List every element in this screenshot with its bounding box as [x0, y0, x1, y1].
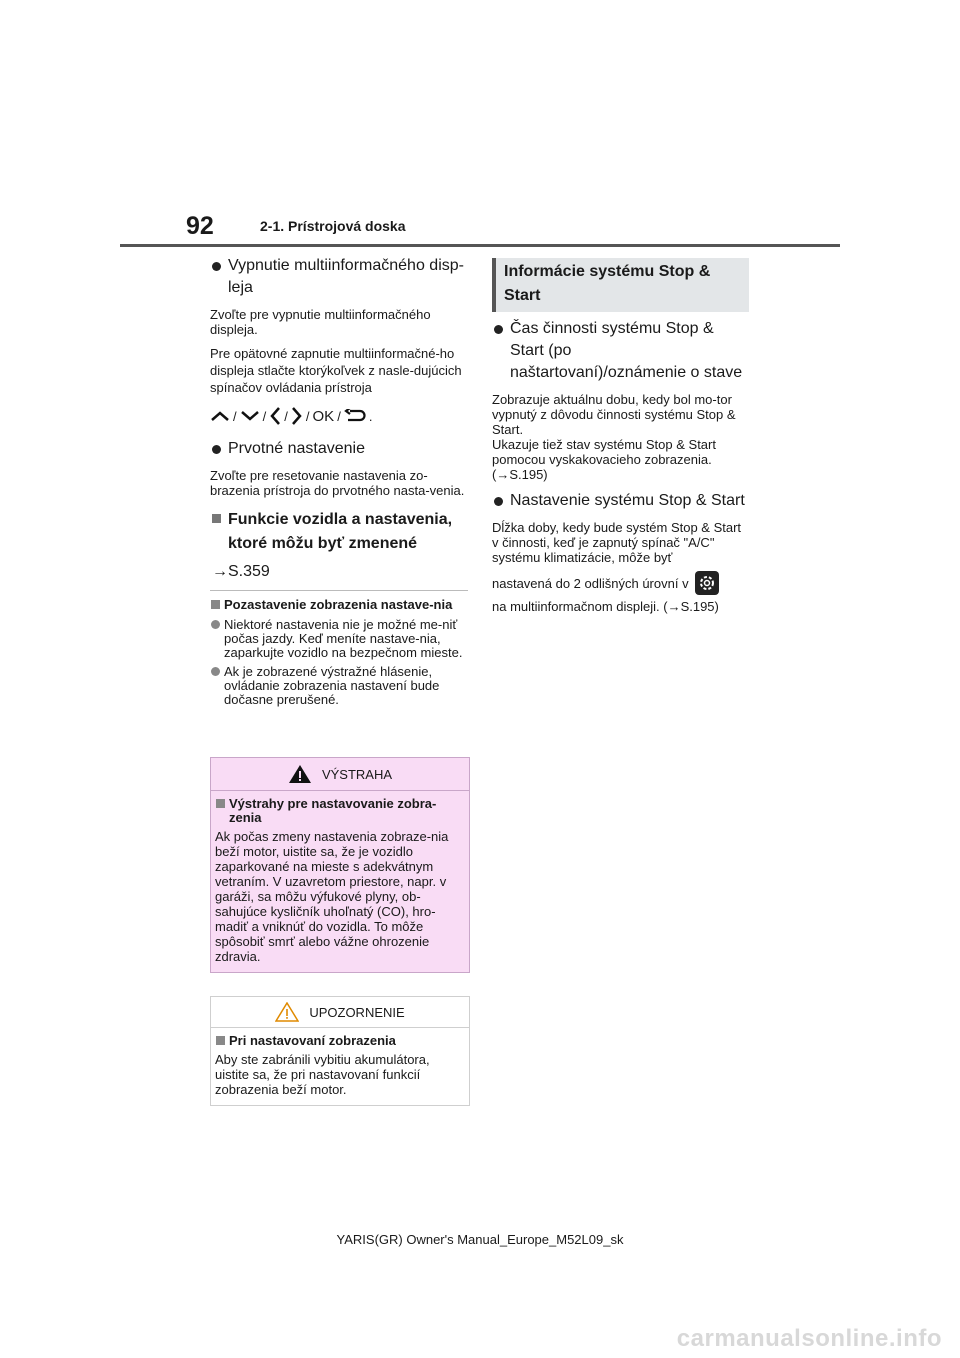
left-column — [210, 255, 468, 579]
heading-display-off: Vypnutie multiinformačného disp-leja — [210, 255, 468, 299]
paragraph-initial-setting: Zvoľte pre resetovanie nastavenia zo-brazenia prístroja do prvotného nasta-venia. — [210, 468, 465, 498]
paragraph-stop-start-status: Ukazuje tiež stav systému Stop & Start pomocou vyskakovacieho zobrazenia. (→S.195) — [492, 437, 716, 482]
settings-gear-icon — [695, 571, 719, 595]
right-column — [492, 318, 750, 614]
warning-header — [211, 758, 469, 791]
footer-text: YARIS(GR) Owner's Manual_Europe_M52L09_sk — [336, 1232, 624, 1247]
notice-title: UPOZORNENIE — [309, 1004, 405, 1020]
warning-title: VÝSTRAHA — [321, 766, 393, 782]
section-title: 2-1. Prístrojová doska — [260, 218, 406, 234]
notice-box — [210, 996, 470, 1106]
paragraph-display-off: Zvoľte pre vypnutie multiinformačného displeja. — [210, 307, 431, 337]
chevron-right-icon — [291, 406, 303, 426]
paragraph-stop-start-setting: Dĺžka doby, kedy bude systém Stop & Start v činnosti, keď je zapnutý spínač "A/C" systému klimatizácie, môže byť — [492, 520, 742, 565]
note-item-1: Niektoré nastavenia nie je možné me-niť počas jazdy. Keď meníte nastave-nia, zaparkujte vozidlo na bezpečnom mieste. — [210, 618, 468, 660]
warning-box — [210, 757, 470, 973]
paragraph-display-on: Pre opätovné zapnutie multiinformačné-ho displeja stlačte ktorýkoľvek z nasle-dujúcich spínačov ovládania prístroja — [210, 346, 462, 395]
paragraph-multi-display: na multiinformačnom displeji. (→S.195) — [492, 599, 719, 614]
back-arrow-icon — [344, 409, 366, 423]
chevron-down-icon — [240, 410, 260, 422]
settings-line — [492, 571, 750, 595]
header-rule — [120, 244, 840, 247]
heading-stop-start-setting: Nastavenie systému Stop & Start — [492, 490, 750, 512]
heading-vehicle-functions: Funkcie vozidla a nastavenia, ktoré môžu byť zmenené — [210, 508, 468, 556]
subheading-suspension: Pozastavenie zobrazenia nastave-nia — [210, 598, 468, 612]
chevron-left-icon — [269, 406, 281, 426]
notice-subheading: Pri nastavovaní zobrazenia — [215, 1034, 463, 1048]
suspension-notes — [210, 598, 468, 707]
switch-keys: / / / / OK / . — [210, 406, 468, 426]
watermark: carmanualsonline.info — [676, 1325, 942, 1352]
warning-text: Ak počas zmeny nastavenia zobraze-nia beží motor, uistite sa, že je vozidlo zaparkované na mieste s adekvátnym vetraním. V uzavretom priestore, napr. v garáži, sa môžu výfukové plyny, ob-sahujúce kysličník uhoľnatý (CO), hro-madiť a vniknúť do vozidla. To môže spôsobiť smrť alebo vážne ohrozenie zdravia. — [215, 829, 449, 964]
divider — [210, 590, 468, 591]
paragraph-levels: nastavená do 2 odlišných úrovní v — [492, 575, 689, 591]
notice-text: Aby ste zabránili vybitiu akumulátora, uistite sa, že pri nastavovaní funkcií zobrazenia beží motor. — [215, 1052, 430, 1097]
heading-stop-start-time: Čas činnosti systému Stop & Start (po naštartovaní)/oznámenie o stave — [492, 318, 750, 384]
info-heading: Informácie systému Stop & Start — [492, 258, 749, 312]
chevron-up-icon — [210, 410, 230, 422]
warning-subheading: Výstrahy pre nastavovanie zobra-zenia — [215, 797, 463, 825]
caution-triangle-icon — [275, 1002, 299, 1022]
paragraph-stop-start-time: Zobrazuje aktuálnu dobu, kedy bol mo-tor vypnutý z dôvodu činnosti systému Stop & Start. — [492, 392, 736, 437]
note-item-2: Ak je zobrazené výstražné hlásenie, ovládanie zobrazenia nastavení bude dočasne prerušené. — [210, 665, 468, 707]
heading-initial-setting: Prvotné nastavenie — [210, 438, 468, 460]
notice-header — [211, 997, 469, 1028]
reference-link[interactable]: →S.359 — [212, 563, 270, 580]
warning-triangle-icon — [288, 764, 312, 784]
page-number: 92 — [186, 212, 214, 240]
ok-key: OK — [312, 407, 335, 425]
